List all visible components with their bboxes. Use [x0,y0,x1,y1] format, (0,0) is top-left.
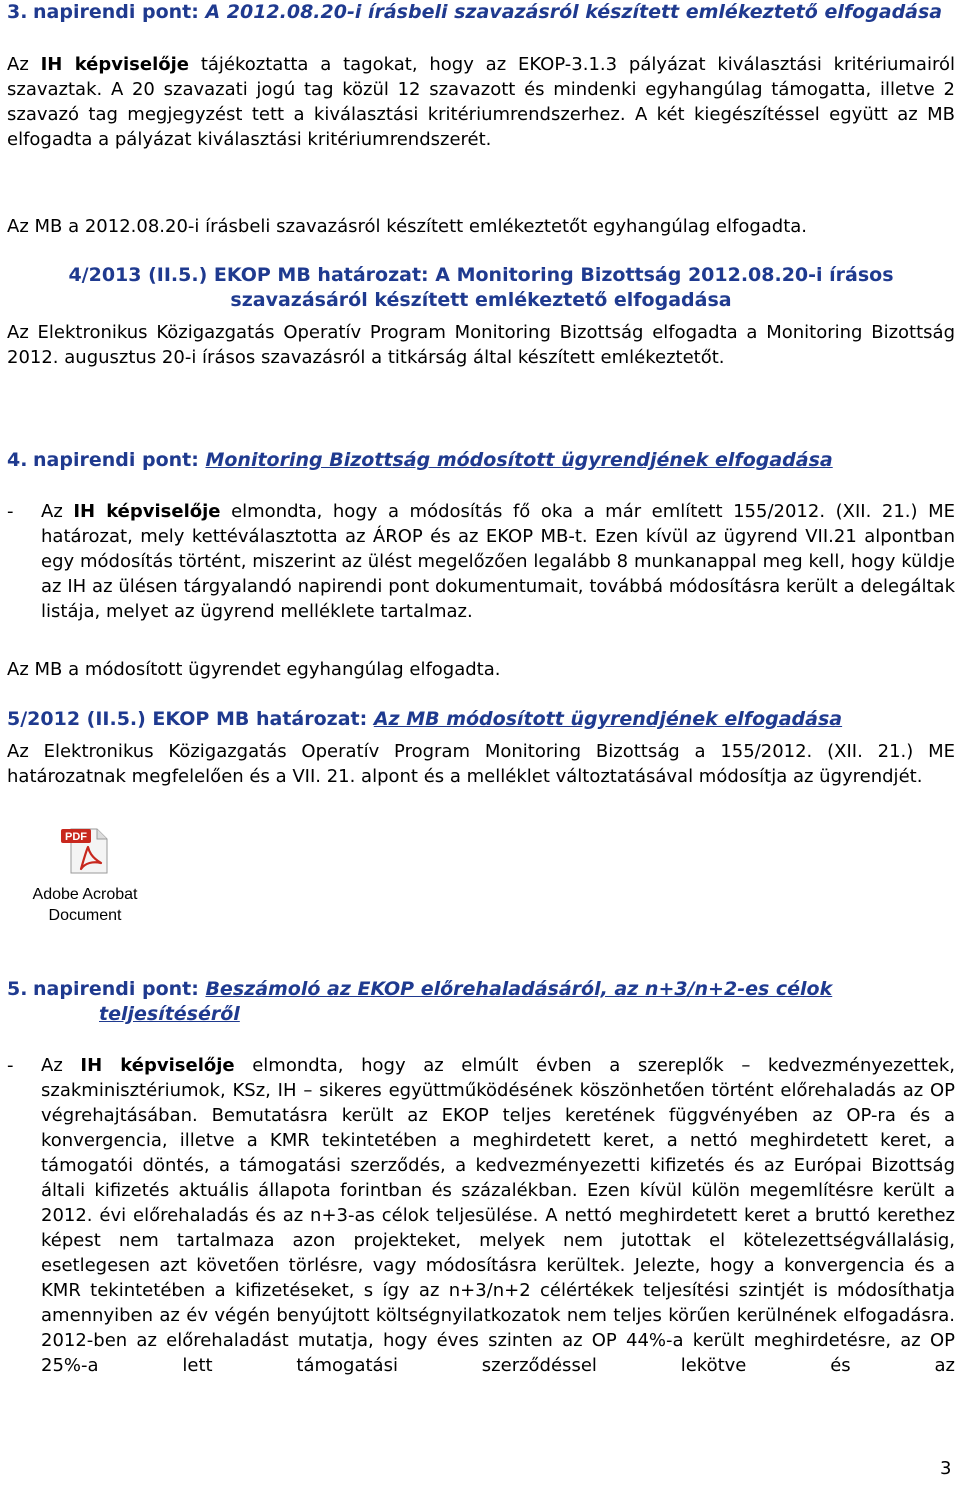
section-4-title: Monitoring Bizottság módosított ügyrendjének elfogadása [205,449,833,471]
pdf-attachment-caption [20,884,150,926]
list-dash: - [7,1055,14,1076]
pdf-file-icon [57,825,113,875]
resolution-5-2012-title [7,707,955,732]
section-5-title-line-1: Beszámoló az EKOP előrehaladásáról, az n+3/n+2-es célok [205,978,833,1000]
item-lead: Az [41,1055,81,1076]
caption-line-2: Document [48,907,122,924]
resolution-4-title-line-2: szavazásáról készített emlékeztető elfogadása [230,289,732,311]
section-3-paragraph-2: Az MB a 2012.08.20-i írásbeli szavazásról készített emlékeztetőt egyhangúlag elfogadta. [7,216,808,237]
resolution-4-2013-title [7,263,955,313]
section-5-prefix: napirendi pont: [33,978,206,1000]
resolution-4-title-line-1: 4/2013 (II.5.) EKOP MB határozat: A Monitoring Bizottság 2012.08.20-i írásos [68,264,894,286]
section-5-list-item [7,1053,955,1378]
ih-representative-label: IH képviselője [80,1055,235,1076]
pdf-badge-text: PDF [65,831,87,843]
page-number: 3 [940,1458,952,1479]
section-4-paragraph-after: Az MB a módosított ügyrendet egyhangúlag elfogadta. [7,659,501,680]
pdf-attachment[interactable] [20,825,150,926]
p1-body: tájékoztatta a tagokat, hogy az EKOP-3.1.3 pályázat kiválasztási kritériumairól szavaztak. A 20 szavazati jogú tag közül 12 szavazott és mindenki egyhangúlag támogatta, illetve 2 szavazó tag megjegyzést tett a kiválasztási kritériumrendszerhez. A két kiegészítéssel együtt az MB elfogadta a pályázat kiválasztási kritériumrendszerét. [7,54,955,150]
section-4-item-text [41,499,955,624]
section-3-heading [7,0,955,25]
item-body: elmondta, hogy az elmúlt évben a szereplők – kedvezményezettek, szakminisztériumok, KSz, IH – sikeres együttműködésének köszönhetően történt előrehaladás az OP végrehajtásában. Bemutatásra került az EKOP teljes keretének függvényében az OP-ra és a konvergencia, illetve a KMR tekintetében a meghirdetett keret, a nettó meghirdetett keret, a támogatói döntés, a támogatási szerződés, a kedvezményezetti kifizetés és az Európai Bizottság általi kifizetés aktuális állapota forintban és százalékban. Ezen kívül külön megemlítésre került a 2012. évi előrehaladás és az n+3-as célok teljesülése. A nettó meghirdetett keret a bruttó kerethez képest nem tartalmaza azon projekteket, melyek nem jutottak el kötelezettségvállalásig, esetlegesen azt követően törlésre, vagy módosításra kerültek. Jelezte, hogy a konvergencia és a KMR tekintetében a kifizetéseket, s így az n+3/n+2 célértékek teljesítési szintjét is módosíthatja amennyiben az év végén benyújtott költségnyilatkozatok nem teljes körűen kerülnének elfogadásra. 2012-ben az előrehaladást mutatja, hogy éves szinten az OP 44%-a került meghirdetésre, az OP 25%-a lett támogatási szerződéssel lekötve és az [41,1055,955,1376]
resolution-5-prefix: 5/2012 (II.5.) EKOP MB határozat: [7,708,374,730]
section-3-title [205,1,942,23]
section-5-item-text [41,1053,955,1378]
ih-representative-label: IH képviselője [40,54,190,75]
caption-line-1: Adobe Acrobat [32,886,138,903]
section-4-prefix: napirendi pont: [33,449,206,471]
ih-representative-label: IH képviselője [73,501,221,522]
section-3-prefix: napirendi pont: [33,1,206,23]
section-3-paragraph-1 [7,52,955,152]
section-4-number: 4. [7,449,28,471]
section-5-heading [7,977,955,1027]
list-dash: - [7,501,14,522]
section-4-list-item [7,499,955,624]
item-body: elmondta, hogy a módosítás fő oka a már említett 155/2012. (XII. 21.) ME határozat, mely kettéválasztotta az ÁROP és az EKOP MB-t. Ezen kívül az ügyrend VII.21 alpontban egy módosítás történt, miszerint az ülést megelőzően legalább 8 munkanappal meg kell, hogy küldje az IH az ülésen tárgyalandó napirendi pont dokumentumait, továbbá módosításra került a delegáltak listája, melyet az ügyrend melléklete tartalmaz. [41,501,955,622]
resolution-5-2012-text: Az Elektronikus Közigazgatás Operatív Program Monitoring Bizottság a 155/2012. (XII. 21.) ME határozatnak megfelelően és a VII. 21. alpont és a melléklet változtatásával módosítja az ügyrendjét. [7,741,955,787]
item-lead: Az [41,501,74,522]
section-5-title-line-2: teljesítéséről [99,1003,240,1025]
section-5-number: 5. [7,978,28,1000]
resolution-5-title: Az MB módosított ügyrendjének elfogadása [373,708,843,730]
section-3-number: 3. [7,1,28,23]
resolution-4-2013-text: Az Elektronikus Közigazgatás Operatív Program Monitoring Bizottság elfogadta a Monitoring Bizottság 2012. augusztus 20-i írásos szavazásról a titkárság által készített emlékeztetőt. [7,322,955,368]
section-3-title-text: A 2012.08.20-i írásbeli szavazásról készített emlékeztető elfogadása [205,1,943,23]
section-4-heading [7,448,955,473]
p1-lead: Az [7,54,41,75]
